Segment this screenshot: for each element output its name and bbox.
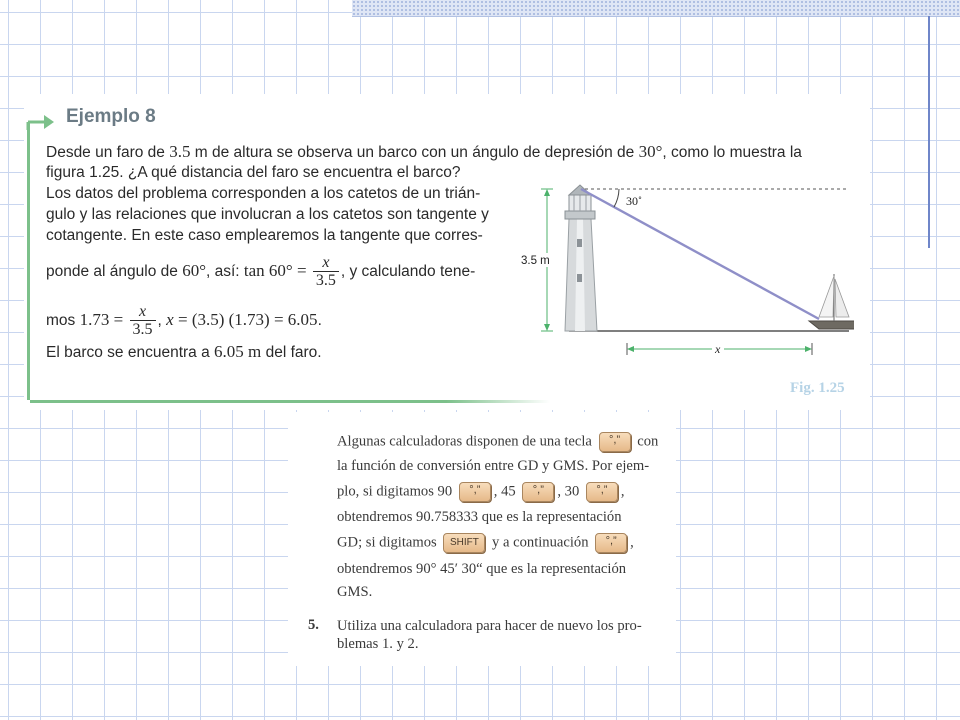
angle-arc <box>614 189 619 207</box>
fraction: $\frac{x}{3.5}$ <box>130 303 156 338</box>
calculator-panel <box>288 412 676 666</box>
slide-decor-line <box>928 16 930 248</box>
arrow-right-icon <box>26 110 58 130</box>
exercise-line-1: Utiliza una calculadora para hacer de nuevo los pro- <box>337 618 642 634</box>
dms-key: °,” <box>522 482 554 502</box>
dms-key: °,” <box>599 432 631 452</box>
exercise-number: 5. <box>308 617 319 633</box>
example-line-3: Los datos del problema corresponden a los catetos de un trián- <box>46 185 481 202</box>
example-line-2: figura 1.25. ¿A qué distancia del faro se encuentra el barco? <box>46 164 461 181</box>
height-label: 3.5 m <box>521 255 550 267</box>
calc-line-7: GMS. <box>337 584 373 600</box>
example-panel <box>24 94 870 410</box>
example-line-7: mos 1.73 = $\frac{x}{3.5}$ , x = (3.5) (1.73) = 6.05. <box>46 303 322 339</box>
calc-line-3: plo, si digitamos 90 °,” , 45 °,” , 30 °,” , <box>337 482 625 502</box>
calc-line-2: la función de conversión entre GD y GMS. Por ejem- <box>337 458 650 474</box>
dms-key: °,” <box>459 482 491 502</box>
distance-label: x <box>715 342 721 356</box>
calc-line-6: obtendremos 90° 45′ 30“ que es la representación <box>337 561 627 577</box>
example-line-6: ponde al ángulo de 60°, así: tan 60° = $\frac{x}{3.5}$ , y calculando tene- <box>46 254 476 290</box>
angle-label: 30˚ <box>626 194 642 208</box>
figure-caption: Fig. 1.25 <box>790 380 845 396</box>
dms-key: °,” <box>586 482 618 502</box>
dms-key: °,” <box>595 533 627 553</box>
slide-header-band <box>352 0 960 17</box>
example-line-8: El barco se encuentra a 6.05 m del faro. <box>46 342 322 361</box>
calc-line-4: obtendremos 90.758333 que es la representación <box>337 509 622 525</box>
calc-line-5: GD; si digitamos SHIFT y a continuación °,” , <box>337 533 634 553</box>
green-border-horizontal <box>30 400 550 403</box>
shift-key: SHIFT <box>443 533 485 553</box>
calc-line-1: Algunas calculadoras disponen de una tecla °,” con <box>337 432 658 452</box>
sailboat-icon <box>809 274 854 329</box>
lighthouse-figure <box>519 179 854 369</box>
line-of-sight <box>581 189 819 319</box>
exercise-line-2: blemas 1. y 2. <box>337 636 419 652</box>
example-title: Ejemplo 8 <box>66 106 156 127</box>
lighthouse-icon <box>565 185 597 331</box>
example-line-1: Desde un faro de 3.5 m de altura se observa un barco con un ángulo de depresión de 30°, como lo muestra la <box>46 142 802 161</box>
example-line-4: gulo y las relaciones que involucran a los catetos son tangente y <box>46 206 489 223</box>
fraction: $\frac{x}{3.5}$ <box>313 254 339 289</box>
example-line-5: cotangente. En este caso emplearemos la tangente que corres- <box>46 227 483 244</box>
green-border-vertical <box>27 122 30 400</box>
